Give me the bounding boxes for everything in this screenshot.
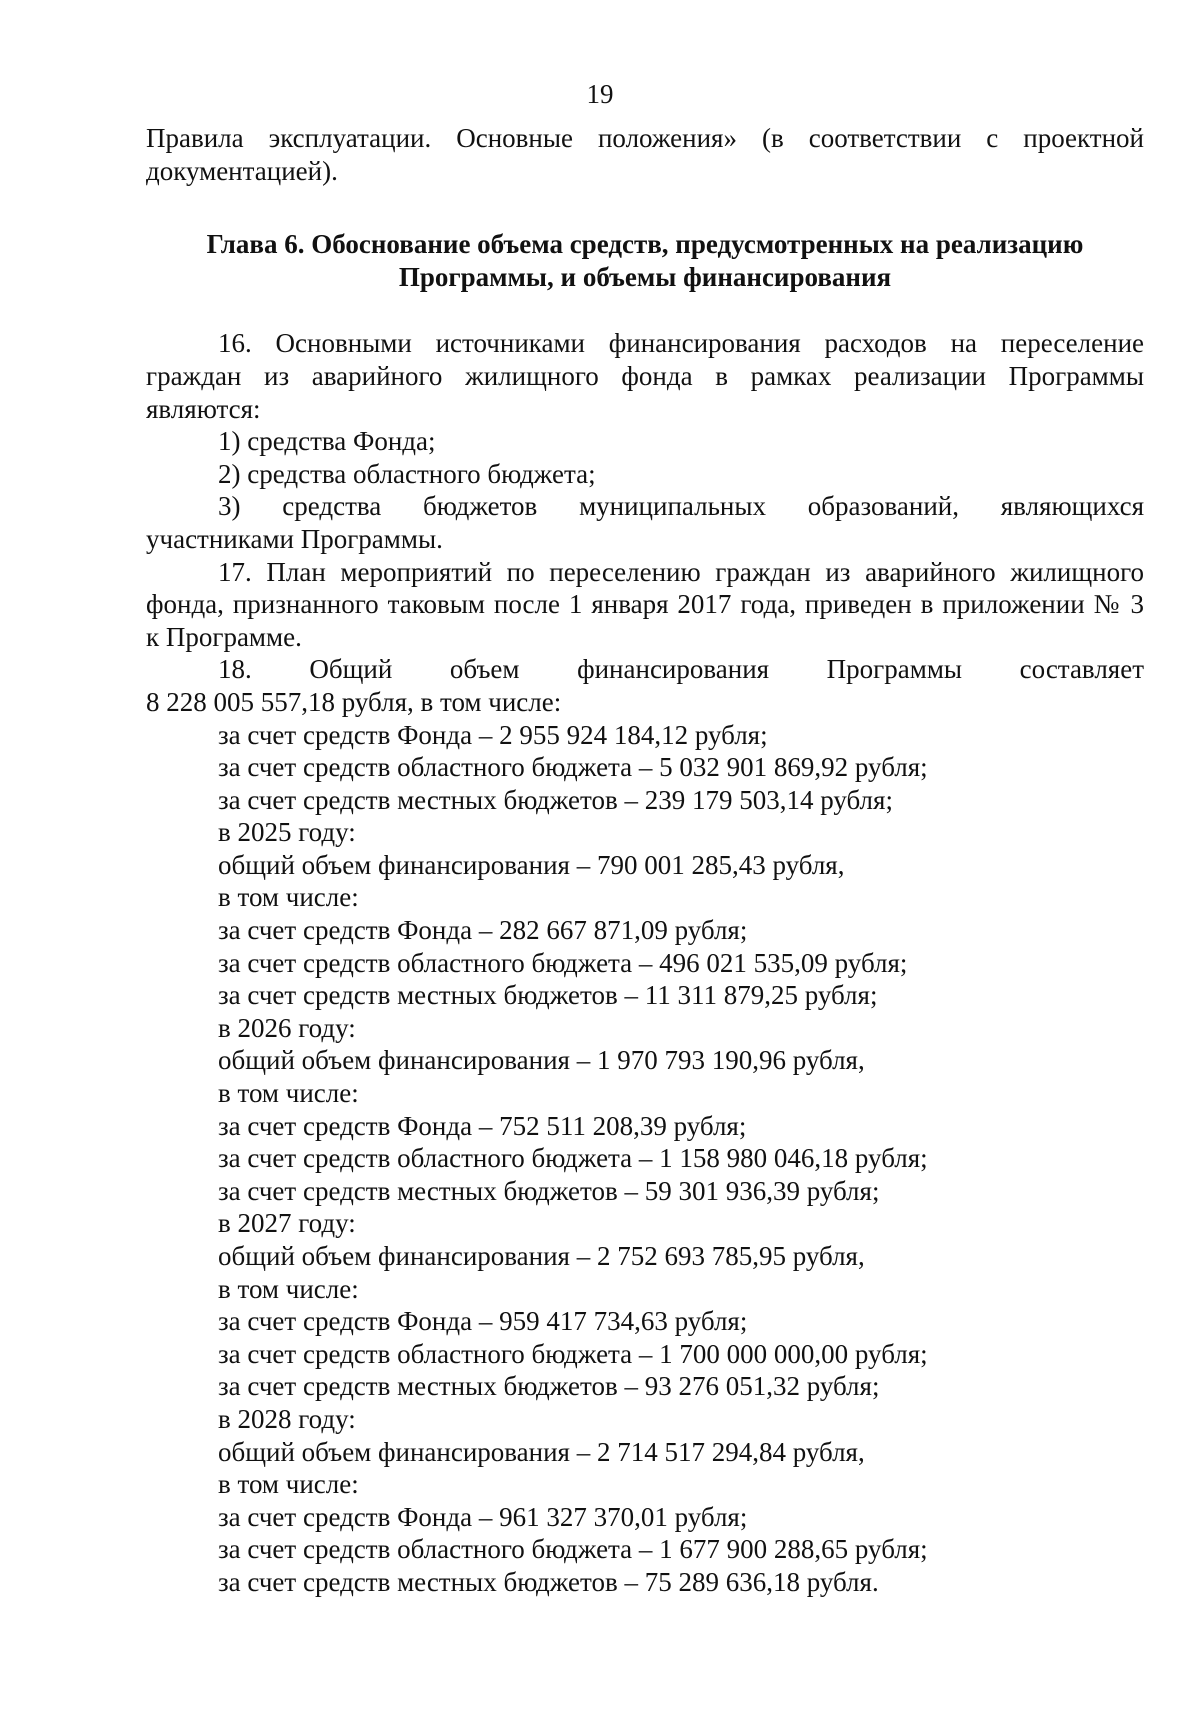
source-item-3-line-2: участниками Программы. xyxy=(146,523,443,554)
paragraph-17-line-2: фонда, признанного таковым после 1 января 2017 года, приведен в приложении № 3 xyxy=(146,589,1144,620)
paragraph-17-line-1: 17. План мероприятий по переселению граждан из аварийного жилищного xyxy=(218,556,1144,587)
financing-line: за счет средств местных бюджетов – 239 179 503,14 рубля; xyxy=(218,784,893,815)
financing-line: за счет средств Фонда – 961 327 370,01 рубля; xyxy=(218,1501,748,1532)
paragraph-18-line-1: 18. Общий объем финансирования Программы составляет xyxy=(218,654,1144,685)
chapter-heading-line-2: Программы, и объемы финансирования xyxy=(398,261,892,292)
financing-line: за счет средств областного бюджета – 1 677 900 288,65 рубля; xyxy=(218,1534,928,1565)
page-number: 19 xyxy=(586,79,614,109)
source-item-2: 2) средства областного бюджета; xyxy=(218,458,596,489)
paragraph-16-line-3: являются: xyxy=(146,393,261,424)
financing-line: за счет средств местных бюджетов – 59 301 936,39 рубля; xyxy=(218,1175,880,1206)
source-item-1: 1) средства Фонда; xyxy=(218,426,436,457)
spacer xyxy=(146,187,1144,228)
financing-line: за счет средств Фонда – 752 511 208,39 рубля; xyxy=(218,1110,747,1141)
financing-line: за счет средств местных бюджетов – 11 311 879,25 рубля; xyxy=(218,980,878,1011)
spacer xyxy=(146,293,1144,327)
financing-line: общий объем финансирования – 2 714 517 294,84 рубля, xyxy=(218,1436,865,1467)
financing-line: за счет средств местных бюджетов – 93 276 051,32 рубля; xyxy=(218,1371,880,1402)
financing-line: общий объем финансирования – 1 970 793 190,96 рубля, xyxy=(218,1045,865,1076)
source-item-3-line-1: 3) средства бюджетов муниципальных образований, являющихся xyxy=(218,491,1144,522)
paragraph-17-line-3: к Программе. xyxy=(146,621,302,652)
chapter-heading-line-1: Глава 6. Обоснование объема средств, предусмотренных на реализацию xyxy=(206,229,1084,260)
paragraph-18-line-2: 8 228 005 557,18 рубля, в том числе: xyxy=(146,686,562,717)
paragraph-16-line-1: 16. Основными источниками финансирования расходов на переселение xyxy=(218,328,1144,359)
intro-line-2: документацией). xyxy=(146,155,338,186)
financing-line: за счет средств областного бюджета – 5 032 901 869,92 рубля; xyxy=(218,752,928,783)
financing-line: общий объем финансирования – 2 752 693 785,95 рубля, xyxy=(218,1241,865,1271)
financing-line: за счет средств местных бюджетов – 75 289 636,18 рубля. xyxy=(218,1566,879,1597)
paragraph-16-line-2: граждан из аварийного жилищного фонда в рамках реализации Программы xyxy=(146,360,1144,391)
financing-line: за счет средств Фонда – 2 955 924 184,12 рубля; xyxy=(218,719,768,750)
financing-line: общий объем финансирования – 790 001 285,43 рубля, xyxy=(218,849,845,880)
document-body xyxy=(146,122,1144,1599)
financing-line: в том числе: xyxy=(218,1273,359,1304)
intro-line-1: Правила эксплуатации. Основные положения» (в соответствии с проектной xyxy=(146,123,1144,153)
financing-line: за счет средств областного бюджета – 496 021 535,09 рубля; xyxy=(218,947,908,978)
year-label-2025: в 2025 году: xyxy=(218,817,356,848)
financing-line: в том числе: xyxy=(218,1078,359,1109)
year-label-2028: в 2028 году: xyxy=(218,1403,356,1434)
financing-line: в том числе: xyxy=(218,882,359,913)
financing-line: за счет средств Фонда – 959 417 734,63 рубля; xyxy=(218,1306,748,1337)
financing-line: за счет средств Фонда – 282 667 871,09 рубля; xyxy=(218,915,748,946)
financing-line: за счет средств областного бюджета – 1 158 980 046,18 рубля; xyxy=(218,1143,928,1174)
financing-line: за счет средств областного бюджета – 1 700 000 000,00 рубля; xyxy=(218,1338,928,1369)
financing-line: в том числе: xyxy=(218,1469,359,1500)
year-label-2026: в 2026 году: xyxy=(218,1012,356,1043)
year-label-2027: в 2027 году: xyxy=(218,1208,356,1239)
